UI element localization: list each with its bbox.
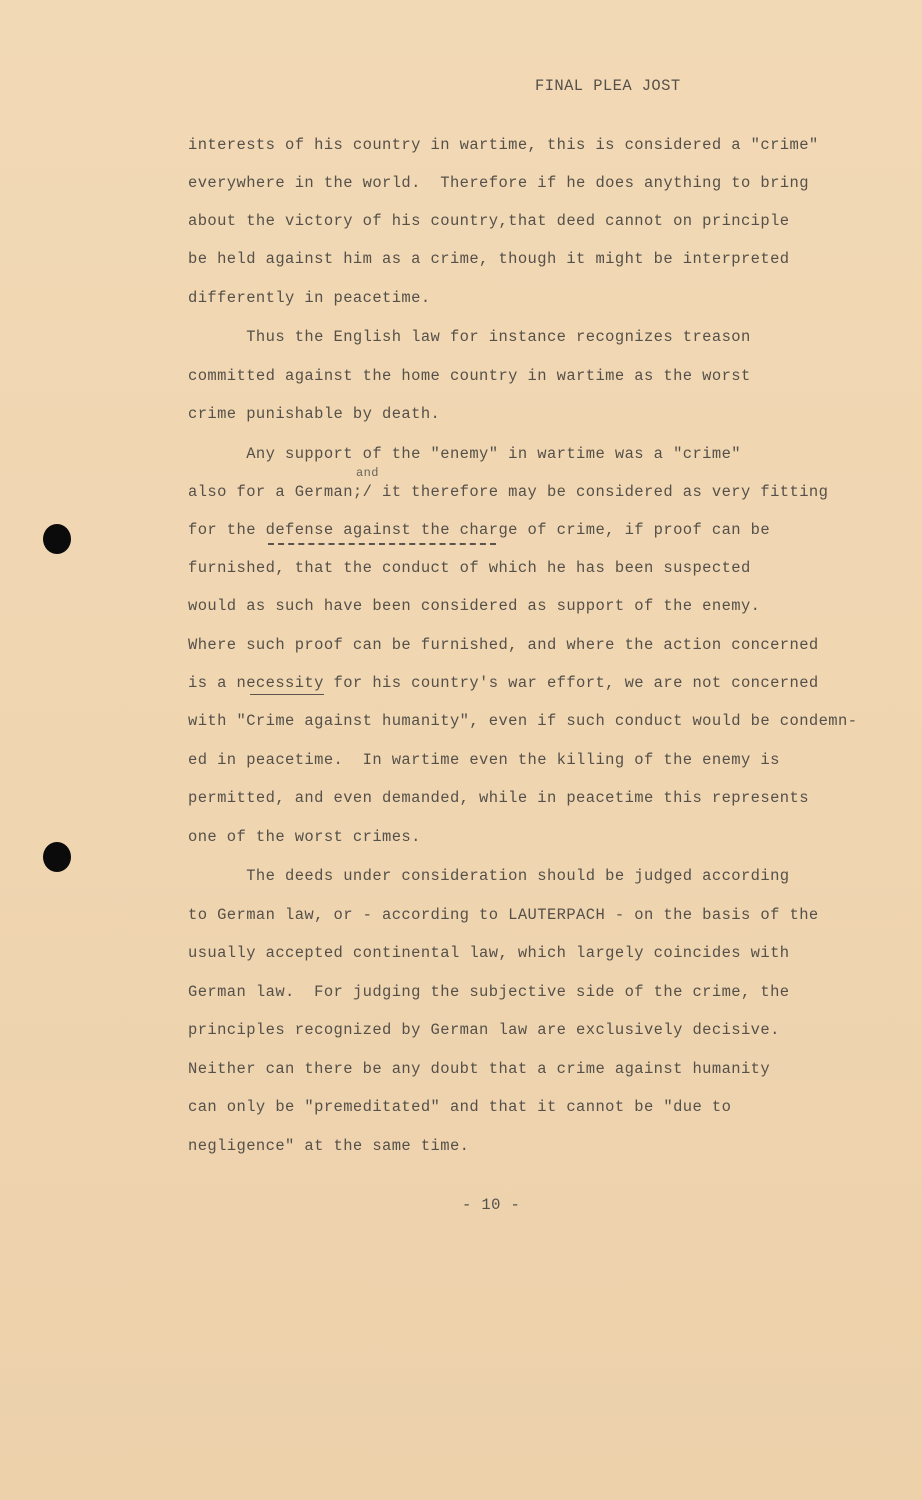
- text-line: The deeds under consideration should be judged according: [188, 867, 790, 885]
- text-line: ed in peacetime. In wartime even the killing of the enemy is: [188, 751, 780, 769]
- text-line: principles recognized by German law are exclusively decisive.: [188, 1021, 780, 1039]
- text-line: is a necessity for his country's war effort, we are not concerned: [188, 674, 819, 692]
- text-line: one of the worst crimes.: [188, 828, 421, 846]
- underline-necessity: [250, 694, 324, 695]
- text-line: for the defense against the charge of crime, if proof can be: [188, 521, 771, 539]
- text-line: be held against him as a crime, though it might be interpreted: [188, 250, 790, 268]
- page-header: FINAL PLEA JOST: [535, 77, 681, 95]
- text-line: furnished, that the conduct of which he has been suspected: [188, 559, 751, 577]
- page-number: - 10 -: [462, 1196, 521, 1214]
- text-line: permitted, and even demanded, while in peacetime this represents: [188, 789, 809, 807]
- handwritten-insertion: and: [356, 466, 379, 480]
- text-line: would as such have been considered as support of the enemy.: [188, 597, 761, 615]
- text-line: everywhere in the world. Therefore if he does anything to bring: [188, 174, 809, 192]
- dashed-underline: [268, 543, 496, 545]
- text-line: committed against the home country in wartime as the worst: [188, 367, 751, 385]
- text-line: Where such proof can be furnished, and where the action concerned: [188, 636, 819, 654]
- text-line: German law. For judging the subjective side of the crime, the: [188, 983, 790, 1001]
- text-line: crime punishable by death.: [188, 405, 441, 423]
- text-line: negligence" at the same time.: [188, 1137, 470, 1155]
- text-line: with "Crime against humanity", even if such conduct would be condemn-: [188, 712, 858, 730]
- text-line: about the victory of his country,that deed cannot on principle: [188, 212, 790, 230]
- text-line: interests of his country in wartime, this is considered a "crime": [188, 136, 819, 154]
- text-line: Thus the English law for instance recognizes treason: [188, 328, 751, 346]
- text-line: can only be "premeditated" and that it cannot be "due to: [188, 1098, 732, 1116]
- text-line: differently in peacetime.: [188, 289, 431, 307]
- punch-hole: [43, 842, 71, 872]
- text-line: Any support of the "enemy" in wartime was a "crime": [188, 445, 741, 463]
- text-line: Neither can there be any doubt that a crime against humanity: [188, 1060, 771, 1078]
- text-line: usually accepted continental law, which largely coincides with: [188, 944, 790, 962]
- punch-hole: [43, 524, 71, 554]
- text-line: to German law, or - according to LAUTERPACH - on the basis of the: [188, 906, 819, 924]
- text-line: also for a German;/ it therefore may be considered as very fitting: [188, 483, 829, 501]
